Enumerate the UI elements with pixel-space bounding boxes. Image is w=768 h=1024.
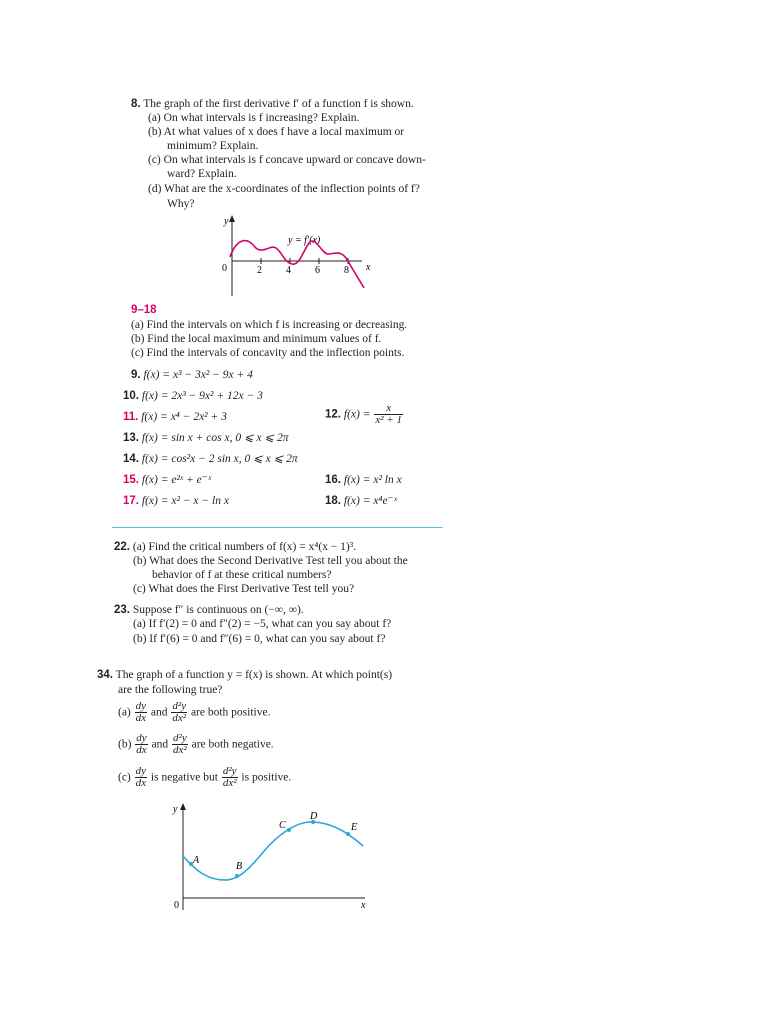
fraction-numerator: d²y xyxy=(172,700,187,712)
problem-formula: f(x) = e²ˣ + e⁻ˣ xyxy=(141,474,212,486)
problem-number: 15. xyxy=(123,474,139,486)
q23-part-a: (a) If f′(2) = 0 and f″(2) = −5, what can you say about f? xyxy=(133,618,392,630)
q34-x-label: x xyxy=(361,900,366,911)
problem-formula: f(x) = x⁴ − 2x² + 3 xyxy=(141,411,227,423)
problem-12-fraction xyxy=(374,403,403,426)
q34-part-b xyxy=(118,733,274,756)
problem-number: 16. xyxy=(325,474,341,486)
problem-16 xyxy=(325,473,402,487)
problem-number: 9. xyxy=(131,369,141,381)
fraction-numerator: dy xyxy=(135,700,147,712)
fraction-denominator: dx² xyxy=(173,744,187,756)
range-part-b: (b) Find the local maximum and minimum values of f. xyxy=(131,333,382,345)
q8-part-b-line1: (b) At what values of x does f have a local maximum or xyxy=(148,126,405,138)
section-range-title: 9–18 xyxy=(131,304,157,316)
q8-y-arrow xyxy=(229,215,235,222)
point-b-dot xyxy=(235,874,239,878)
q8-stem: The graph of the first derivative f′ of a function f is shown. xyxy=(143,98,414,110)
q34-part-b-tail: are both negative. xyxy=(191,738,274,751)
problem-formula: f(x) = x² − x − ln x xyxy=(141,495,229,507)
section-divider xyxy=(112,527,443,528)
problem-formula: f(x) = xyxy=(343,408,371,421)
dy-dx-fraction xyxy=(135,766,147,789)
q34-y-arrow xyxy=(180,803,186,810)
dy-dx-fraction xyxy=(135,701,147,724)
q8-number: 8. xyxy=(131,98,141,110)
q8-part-c-line1: (c) On what intervals is f concave upward or concave down- xyxy=(148,154,426,166)
q8-part-b-line2: minimum? Explain. xyxy=(167,140,259,152)
q34-function-curve xyxy=(183,822,363,880)
problem-12 xyxy=(325,403,404,426)
problem-number: 11. xyxy=(123,411,139,423)
problem-number: 10. xyxy=(123,390,139,402)
point-d-label: D xyxy=(310,811,318,822)
fraction-numerator: dy xyxy=(135,765,147,777)
d2y-dx2-fraction xyxy=(171,701,187,724)
problem-10 xyxy=(123,389,263,403)
q8-x-label: x xyxy=(366,262,371,273)
q8-derivative-graph xyxy=(210,212,380,298)
point-c-dot xyxy=(287,828,291,832)
q8-stem-line xyxy=(131,97,414,111)
q8-y-label: y xyxy=(224,216,229,227)
point-e-dot xyxy=(346,832,350,836)
range-part-a: (a) Find the intervals on which f is increasing or decreasing. xyxy=(131,319,408,331)
q34-stem-line2: are the following true? xyxy=(118,684,223,696)
q34-stem1: The graph of a function y = f(x) is shown. At which point(s) xyxy=(115,669,393,681)
problem-17 xyxy=(123,494,229,508)
and-word: and xyxy=(150,706,168,719)
point-a-label: A xyxy=(193,855,200,866)
q8-part-c-line2: ward? Explain. xyxy=(167,168,237,180)
point-b-label: B xyxy=(236,861,243,872)
q34-function-graph xyxy=(165,800,375,912)
fraction-numerator: d²y xyxy=(173,732,187,744)
and-word: and xyxy=(151,738,169,751)
q23-stem: Suppose f″ is continuous on (−∞, ∞). xyxy=(132,604,304,616)
q34-part-c-label: (c) xyxy=(118,771,131,784)
problem-formula: f(x) = 2x³ − 9x² + 12x − 3 xyxy=(141,390,263,402)
q34-part-a-label: (a) xyxy=(118,706,131,719)
problem-number: 17. xyxy=(123,495,139,507)
q34-part-c xyxy=(118,766,291,789)
q8-tick-label-8: 8 xyxy=(344,265,349,276)
q23-number: 23. xyxy=(114,604,130,616)
problem-number: 14. xyxy=(123,453,139,465)
q22-part-a-line xyxy=(114,540,356,554)
point-e-label: E xyxy=(351,822,358,833)
fraction-numerator: dy xyxy=(136,732,147,744)
q8-part-d-line2: Why? xyxy=(167,198,195,210)
problem-number: 18. xyxy=(325,495,341,507)
q34-part-c-mid: is negative but xyxy=(150,771,218,784)
q34-part-a xyxy=(118,701,270,724)
q23-part-b: (b) If f′(6) = 0 and f″(6) = 0, what can you say about f? xyxy=(133,633,386,645)
fraction-denominator: dx² xyxy=(172,712,187,724)
q34-origin-label: 0 xyxy=(174,900,179,911)
fraction-denominator: dx xyxy=(135,777,147,789)
q23-stem-line xyxy=(114,603,304,617)
q34-part-c-tail: is positive. xyxy=(241,771,292,784)
problem-number: 12. xyxy=(325,408,341,421)
problem-18 xyxy=(325,494,397,508)
q34-part-b-label: (b) xyxy=(118,738,132,751)
problem-formula: f(x) = sin x + cos x, 0 ⩽ x ⩽ 2π xyxy=(141,432,289,444)
q8-origin-label: 0 xyxy=(222,263,227,274)
fraction-numerator: x xyxy=(374,403,403,415)
q8-part-a: (a) On what intervals is f increasing? Explain. xyxy=(148,112,360,124)
fraction-denominator: x² + 1 xyxy=(375,414,402,426)
q8-tick-label-6: 6 xyxy=(315,265,320,276)
problem-15 xyxy=(123,473,211,487)
q34-stem-line1 xyxy=(97,668,392,682)
dy-dx-fraction xyxy=(135,733,147,756)
fraction-numerator: d²y xyxy=(222,765,237,777)
problem-formula: f(x) = x⁴e⁻ˣ xyxy=(343,495,397,507)
q34-part-a-tail: are both positive. xyxy=(190,706,271,719)
q22-number: 22. xyxy=(114,541,130,553)
range-part-c: (c) Find the intervals of concavity and the inflection points. xyxy=(131,347,405,359)
problem-13 xyxy=(123,431,288,445)
q8-curve-label: y = f′(x) xyxy=(288,235,321,246)
problem-formula: f(x) = x³ − 3x² − 9x + 4 xyxy=(143,369,253,381)
point-c-label: C xyxy=(279,820,286,831)
q8-tick-label-4: 4 xyxy=(286,265,291,276)
q34-y-label: y xyxy=(173,804,178,815)
problem-14 xyxy=(123,452,298,466)
fraction-denominator: dx xyxy=(135,712,147,724)
q22-part-a: (a) Find the critical numbers of f(x) = x⁴(x − 1)³. xyxy=(132,541,357,553)
q8-tick-label-2: 2 xyxy=(257,265,262,276)
problem-11 xyxy=(123,410,227,424)
fraction-denominator: dx² xyxy=(222,777,237,789)
q34-number: 34. xyxy=(97,669,113,681)
problem-formula: f(x) = cos²x − 2 sin x, 0 ⩽ x ⩽ 2π xyxy=(141,453,298,465)
problem-9 xyxy=(131,368,253,382)
q22-part-b-line1: (b) What does the Second Derivative Test tell you about the xyxy=(133,555,408,567)
fraction-denominator: dx xyxy=(136,744,147,756)
problem-formula: f(x) = x² ln x xyxy=(343,474,402,486)
d2y-dx2-fraction xyxy=(222,766,238,789)
q22-part-c: (c) What does the First Derivative Test tell you? xyxy=(133,583,355,595)
d2y-dx2-fraction xyxy=(172,733,188,756)
q8-part-d-line1: (d) What are the x-coordinates of the inflection points of f? xyxy=(148,183,420,195)
problem-number: 13. xyxy=(123,432,139,444)
q22-part-b-line2: behavior of f at these critical numbers? xyxy=(152,569,332,581)
